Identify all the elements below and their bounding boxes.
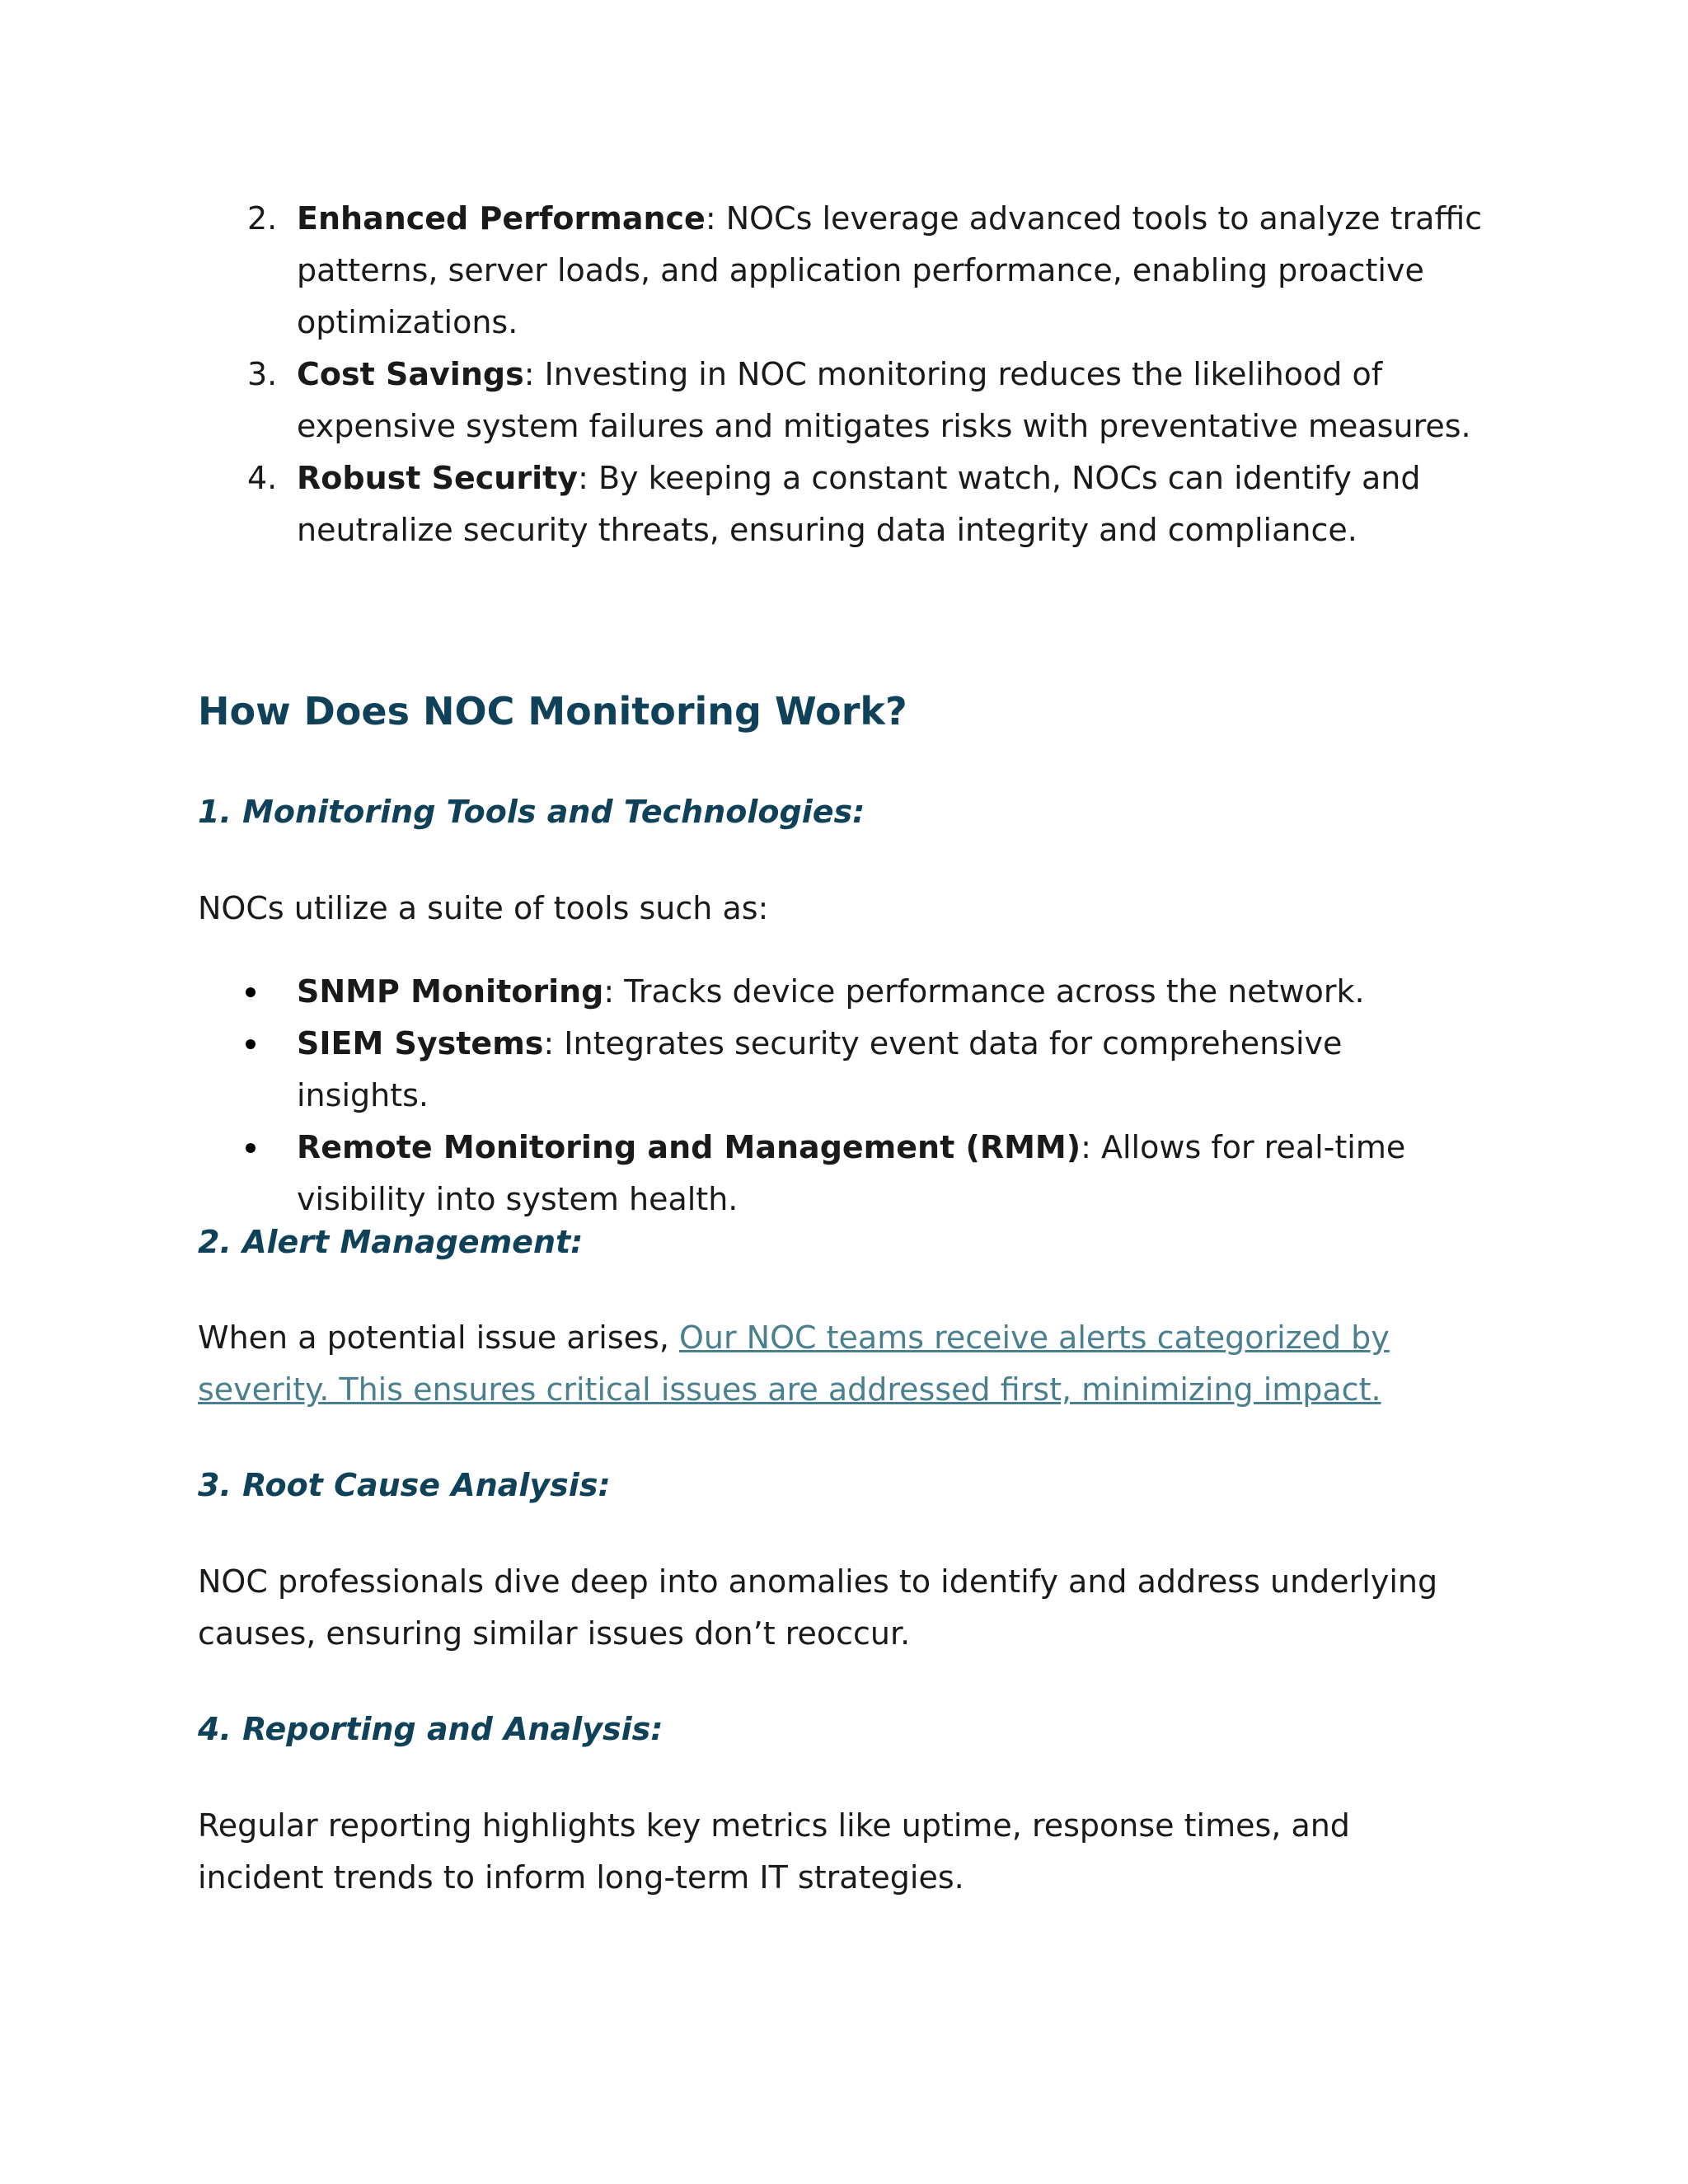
subsection-heading-alerts: 2. Alert Management: [198,1224,584,1260]
list-item-title: SIEM Systems [297,1025,544,1062]
tools-intro: NOCs utilize a suite of tools such as: [198,890,769,926]
list-item [198,1018,1484,1122]
section-heading: How Does NOC Monitoring Work? [198,689,907,733]
alerts-link[interactable]: Our NOC teams receive alerts categorized by severity. This ensures critical issues are addressed first, minimizing impact. [198,1319,1390,1408]
list-item-text: : Investing in NOC monitoring reduces the likelihood of expensive system failures and mitigates risks with preventative measures. [297,356,1471,444]
list-number: 2. [247,200,278,237]
list-item-text: : Integrates security event data for comprehensive insights. [297,1025,1343,1113]
list-item-title: SNMP Monitoring [297,973,604,1010]
list-item-title: Cost Savings [297,356,524,392]
list-item-text: : Tracks device performance across the network. [603,973,1365,1010]
bullet-icon [246,1039,256,1049]
list-item [198,966,1484,1018]
list-item-title: Enhanced Performance [297,200,706,237]
list-item-title: Robust Security [297,460,579,496]
list-item [198,349,1484,452]
subsection-heading-tools: 1. Monitoring Tools and Technologies: [198,794,865,830]
alerts-text: When a potential issue arises, [198,1319,679,1356]
list-item [198,452,1484,556]
list-number: 4. [247,460,278,496]
bullet-icon [246,987,256,997]
subsection-heading-root-cause: 3. Root Cause Analysis: [198,1467,611,1503]
list-item [198,193,1484,349]
list-item-text: : By keeping a constant watch, NOCs can identify and neutralize security threats, ensuring data integrity and compliance. [297,460,1421,548]
list-number: 3. [247,356,278,392]
bullet-icon [246,1143,256,1153]
list-item-text: : Allows for real-time visibility into system health. [297,1129,1406,1217]
benefits-list [198,193,1484,556]
list-item-title: Remote Monitoring and Management (RMM) [297,1129,1081,1165]
tools-bullet-list [198,966,1484,1226]
root-cause-paragraph: NOC professionals dive deep into anomalies to identify and address underlying causes, ensuring similar issues don’t reoccur. [198,1563,1438,1652]
reporting-paragraph: Regular reporting highlights key metrics like uptime, response times, and incident trends to inform long-term IT strategies. [198,1807,1350,1896]
list-item [198,1122,1484,1226]
list-item-text: : NOCs leverage advanced tools to analyze traffic patterns, server loads, and application performance, enabling proactive optimizations. [297,200,1483,340]
subsection-heading-reporting: 4. Reporting and Analysis: [198,1711,663,1747]
alerts-paragraph [198,1312,1484,1416]
